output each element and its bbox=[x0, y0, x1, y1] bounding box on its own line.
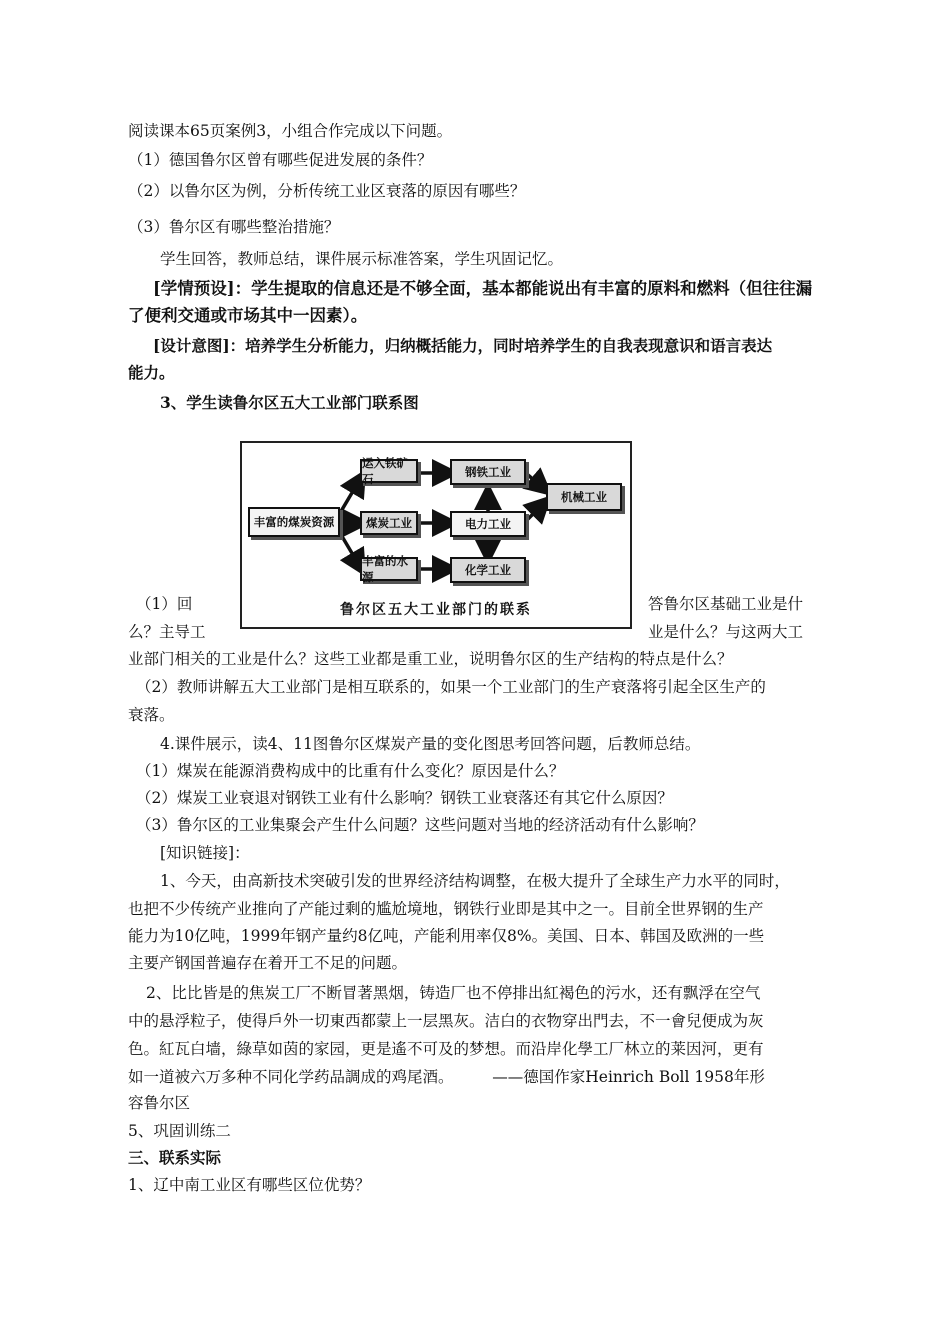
paragraph-line: 学生回答，教师总结，课件展示标准答案，学生巩固记忆。 bbox=[160, 250, 564, 268]
paragraph-line: 1、今天，由高新技术突破引发的世界经济结构调整，在极大提升了全球生产力水平的同时， bbox=[160, 872, 790, 890]
paragraph-line: 么？主导工 bbox=[128, 623, 206, 641]
node-chemical-industry: 化学工业 bbox=[450, 557, 526, 583]
section-heading: 三、联系实际 bbox=[128, 1148, 222, 1167]
node-machinery-industry: 机械工业 bbox=[546, 483, 622, 511]
paragraph-line: 容鲁尔区 bbox=[128, 1094, 191, 1112]
node-steel-industry: 钢铁工业 bbox=[450, 459, 526, 485]
paragraph-line: 阅读课本65页案例3，小组合作完成以下问题。 bbox=[128, 122, 453, 140]
diagram-caption: 鲁尔区五大工业部门的联系 bbox=[340, 602, 532, 618]
intent-line: 能力。 bbox=[128, 363, 175, 382]
knowledge-link-heading: [知识链接]： bbox=[160, 844, 250, 862]
paragraph-line: （1）回 bbox=[136, 595, 193, 613]
question-line: （3）鲁尔区有哪些整治措施？ bbox=[128, 218, 340, 236]
question-line: （2）以鲁尔区为例，分析传统工业区衰落的原因有哪些？ bbox=[128, 182, 526, 200]
paragraph-line: 中的悬浮粒子，使得戶外一切東西都蒙上一层黑灰。洁白的衣物穿出門去，不一會兒便成为灰 bbox=[128, 1012, 764, 1030]
node-coal-resource: 丰富的煤炭资源 bbox=[248, 507, 340, 537]
paragraph-line: 衰落。 bbox=[128, 706, 175, 724]
paragraph-line: 2、比比皆是的焦炭工厂不断冒著黑烟，铸造厂也不停排出紅褐色的污水，还有飘浮在空气 bbox=[146, 984, 761, 1002]
paragraph-line: 也把不少传统产业推向了产能过剩的尴尬境地，钢铁行业即是其中之一。目前全世界钢的生产 bbox=[128, 900, 764, 918]
paragraph-line: 业是什么？与这两大工 bbox=[648, 623, 804, 641]
paragraph-line: 4.课件展示，读4、11图鲁尔区煤炭产量的变化图思考回答问题，后教师总结。 bbox=[160, 735, 701, 753]
paragraph-line: 能力为10亿吨，1999年钢产量约8亿吨，产能利用率仅8%。美国、日本、韩国及欧洲的一些 bbox=[128, 927, 765, 945]
node-coal-industry: 煤炭工业 bbox=[360, 511, 418, 535]
question-line: 1、辽中南工业区有哪些区位优势？ bbox=[128, 1176, 371, 1194]
question-line: （1）煤炭在能源消费构成中的比重有什么变化？原因是什么？ bbox=[136, 762, 565, 780]
preset-line: 了便利交通或市场其中一因素）。 bbox=[128, 306, 368, 325]
question-line: （1）德国鲁尔区曾有哪些促进发展的条件？ bbox=[128, 151, 433, 169]
paragraph-line: 色。紅瓦白墙，綠草如茵的家园，更是遙不可及的梦想。而沿岸化學工厂林立的莱因河，更有 bbox=[128, 1040, 764, 1058]
intent-line: [设计意图]：培养学生分析能力，归纳概括能力，同时培养学生的自我表现意识和语言表达 bbox=[153, 336, 773, 355]
paragraph-line: 答鲁尔区基础工业是什 bbox=[648, 595, 804, 613]
node-iron-ore: 运入铁矿石 bbox=[360, 459, 418, 483]
question-line: （3）鲁尔区的工业集聚会产生什么问题？这些问题对当地的经济活动有什么影响？ bbox=[136, 816, 704, 834]
paragraph-line: 主要产钢国普遍存在着开工不足的问题。 bbox=[128, 954, 408, 972]
section-heading: 5、巩固训练二 bbox=[128, 1122, 231, 1140]
paragraph-line: 如一道被六万多种不同化学药品調成的鸡尾酒。 ——德国作家Heinrich Boll 1958年形 bbox=[128, 1068, 765, 1086]
paragraph-line: 业部门相关的工业是什么？这些工业都是重工业，说明鲁尔区的生产结构的特点是什么？ bbox=[128, 650, 733, 668]
preset-line: [学情预设]：学生提取的信息还是不够全面，基本都能说出有丰富的原料和燃料（但往往漏 bbox=[153, 279, 813, 298]
paragraph-line: （2）教师讲解五大工业部门是相互联系的，如果一个工业部门的生产衰落将引起全区生产的 bbox=[136, 678, 766, 696]
section-heading: 3、学生读鲁尔区五大工业部门联系图 bbox=[160, 393, 419, 412]
question-line: （2）煤炭工业衰退对钢铁工业有什么影响？钢铁工业衰落还有其它什么原因？ bbox=[136, 789, 673, 807]
industry-link-diagram bbox=[240, 441, 632, 629]
node-power-industry: 电力工业 bbox=[450, 511, 526, 537]
node-water-source: 丰富的水源 bbox=[360, 557, 418, 581]
